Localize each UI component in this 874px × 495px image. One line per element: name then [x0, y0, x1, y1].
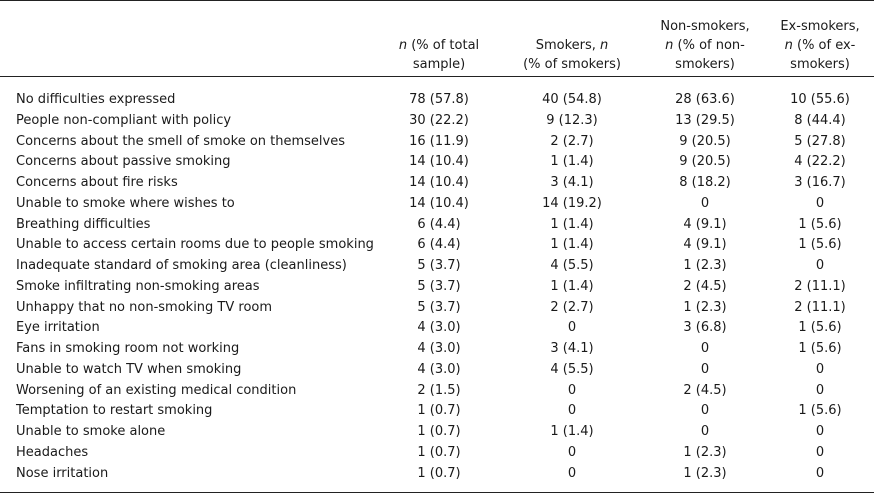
table-row [0, 401, 874, 422]
cell-smokers: 0 [567, 444, 577, 460]
cell-non-smokers: 4 (9.1) [683, 237, 727, 253]
row-label: Unable to smoke where wishes to [16, 195, 235, 211]
cell-total: 5 (3.7) [417, 258, 461, 273]
cell-ex-smokers: 5 (27.8) [794, 133, 846, 149]
cell-non-smokers: 2 (4.5) [683, 382, 727, 398]
cell-smokers: 3 (4.1) [550, 341, 594, 356]
cell-ex-smokers: 0 [815, 361, 825, 377]
cell-ex-smokers: 2 (11.1) [794, 299, 846, 315]
cell-non-smokers: 1 (2.3) [683, 258, 727, 273]
table-row [0, 90, 874, 111]
cell-smokers: 2 (2.7) [550, 299, 594, 315]
cell-smokers: 1 (1.4) [550, 424, 594, 439]
cell-smokers: 3 (4.1) [550, 175, 594, 190]
cell-total: 6 (4.4) [417, 216, 461, 232]
table-row [0, 318, 874, 339]
header-ex-smokers-post: (% of ex-smokers) [790, 38, 856, 72]
cell-ex-smokers: 10 (55.6) [790, 92, 850, 107]
cell-total: 14 (10.4) [409, 154, 469, 170]
cell-smokers: 1 (1.4) [550, 237, 594, 253]
cell-smokers: 4 (5.5) [550, 258, 594, 273]
cell-total: 1 (0.7) [417, 403, 461, 419]
table-row [0, 381, 874, 402]
cell-total: 5 (3.7) [417, 299, 461, 315]
cell-ex-smokers: 1 (5.6) [798, 216, 842, 232]
cell-total: 1 (0.7) [417, 465, 461, 481]
cell-smokers: 0 [567, 403, 577, 419]
cell-non-smokers: 1 (2.3) [683, 465, 727, 481]
header-non-smokers-text: Non-smokers, [660, 19, 750, 34]
cell-non-smokers: 0 [700, 341, 710, 356]
row-label: No difficulties expressed [16, 92, 176, 107]
row-label: Unable to access certain rooms due to people smoking [16, 237, 374, 253]
row-label: Smoke infiltrating non-smoking areas [16, 278, 260, 294]
cell-total: 5 (3.7) [417, 278, 461, 294]
table-row [0, 235, 874, 256]
cell-ex-smokers: 0 [815, 465, 825, 481]
cell-total: 78 (57.8) [409, 92, 469, 107]
cell-non-smokers: 13 (29.5) [675, 112, 735, 128]
cell-ex-smokers: 0 [815, 195, 825, 211]
cell-total: 2 (1.5) [417, 382, 461, 398]
cell-non-smokers: 2 (4.5) [683, 278, 727, 294]
table-row [0, 464, 874, 485]
row-label: Worsening of an existing medical condition [16, 382, 297, 398]
cell-total: 30 (22.2) [409, 112, 469, 128]
cell-total: 1 (0.7) [417, 424, 461, 439]
cell-non-smokers: 0 [700, 424, 710, 439]
header-non-smokers-post: (% of non-smokers) [673, 38, 745, 72]
cell-ex-smokers: 4 (22.2) [794, 154, 846, 170]
header-ex-smokers-n: n [784, 38, 793, 53]
cell-total: 14 (10.4) [409, 195, 469, 211]
row-label: Eye irritation [16, 320, 100, 336]
header-total-n: n [398, 38, 408, 53]
cell-smokers: 1 (1.4) [550, 154, 594, 170]
cell-ex-smokers: 0 [815, 444, 825, 460]
row-label: Unhappy that no non-smoking TV room [16, 299, 273, 315]
cell-total: 4 (3.0) [417, 341, 461, 356]
header-non-smokers [650, 6, 760, 74]
row-label: Breathing difficulties [16, 216, 151, 232]
cell-ex-smokers: 1 (5.6) [798, 341, 842, 356]
cell-non-smokers: 9 (20.5) [679, 154, 731, 170]
row-label: Nose irritation [16, 465, 109, 481]
table-row [0, 360, 874, 381]
header-total [384, 6, 494, 74]
cell-smokers: 40 (54.8) [542, 92, 602, 107]
cell-non-smokers: 9 (20.5) [679, 133, 731, 149]
cell-non-smokers: 0 [700, 361, 710, 377]
row-label: Concerns about fire risks [16, 175, 178, 190]
cell-ex-smokers: 0 [815, 258, 825, 273]
row-label: Concerns about the smell of smoke on themselves [16, 133, 345, 149]
table-row [0, 111, 874, 132]
cell-ex-smokers: 1 (5.6) [798, 320, 842, 336]
cell-smokers: 1 (1.4) [550, 216, 594, 232]
table-row [0, 422, 874, 443]
header-non-smokers-n: n [665, 38, 674, 53]
table-row [0, 173, 874, 194]
top-rule [0, 0, 874, 1]
cell-non-smokers: 0 [700, 403, 710, 419]
table-row [0, 256, 874, 277]
table-row [0, 339, 874, 360]
header-ex-smokers [770, 6, 870, 74]
cell-ex-smokers: 8 (44.4) [794, 112, 846, 128]
cell-smokers: 0 [567, 465, 577, 481]
cell-ex-smokers: 0 [815, 382, 825, 398]
cell-total: 4 (3.0) [417, 320, 461, 336]
row-label: Concerns about passive smoking [16, 154, 231, 170]
row-label: Fans in smoking room not working [16, 341, 240, 356]
row-label: People non-compliant with policy [16, 112, 232, 128]
header-smokers-post: (% of smokers) [523, 57, 621, 72]
cell-smokers: 9 (12.3) [546, 112, 598, 128]
cell-smokers: 0 [567, 320, 577, 336]
cell-non-smokers: 1 (2.3) [683, 444, 727, 460]
cell-ex-smokers: 0 [815, 424, 825, 439]
row-label: Headaches [16, 444, 89, 460]
cell-ex-smokers: 1 (5.6) [798, 403, 842, 419]
cell-total: 6 (4.4) [417, 237, 461, 253]
cell-total: 16 (11.9) [409, 133, 469, 149]
cell-non-smokers: 28 (63.6) [675, 92, 735, 107]
table-row [0, 152, 874, 173]
row-label: Unable to smoke alone [16, 424, 166, 439]
cell-ex-smokers: 1 (5.6) [798, 237, 842, 253]
cell-non-smokers: 8 (18.2) [679, 175, 731, 190]
cell-ex-smokers: 2 (11.1) [794, 278, 846, 294]
table-row [0, 298, 874, 319]
header-smokers [506, 6, 638, 74]
cell-non-smokers: 3 (6.8) [683, 320, 727, 336]
header-rule [0, 76, 874, 77]
table-row [0, 194, 874, 215]
cell-total: 1 (0.7) [417, 444, 461, 460]
header-total-text: (% of total sample) [407, 38, 480, 72]
cell-total: 14 (10.4) [409, 175, 469, 190]
cell-non-smokers: 4 (9.1) [683, 216, 727, 232]
header-ex-smokers-text: Ex-smokers, [780, 19, 860, 34]
cell-total: 4 (3.0) [417, 361, 461, 377]
row-label: Temptation to restart smoking [16, 403, 213, 419]
row-label: Unable to watch TV when smoking [16, 361, 242, 377]
table-row [0, 277, 874, 298]
table-row [0, 443, 874, 464]
bottom-rule [0, 492, 874, 493]
row-label: Inadequate standard of smoking area (cleanliness) [16, 258, 347, 273]
cell-smokers: 14 (19.2) [542, 195, 602, 211]
cell-smokers: 4 (5.5) [550, 361, 594, 377]
cell-smokers: 2 (2.7) [550, 133, 594, 149]
cell-non-smokers: 0 [700, 195, 710, 211]
cell-smokers: 1 (1.4) [550, 278, 594, 294]
table-row [0, 132, 874, 153]
header-smokers-n: n [600, 38, 609, 53]
header-smokers-text: Smokers, [535, 38, 601, 53]
cell-non-smokers: 1 (2.3) [683, 299, 727, 315]
cell-smokers: 0 [567, 382, 577, 398]
table-row [0, 215, 874, 236]
cell-ex-smokers: 3 (16.7) [794, 175, 846, 190]
